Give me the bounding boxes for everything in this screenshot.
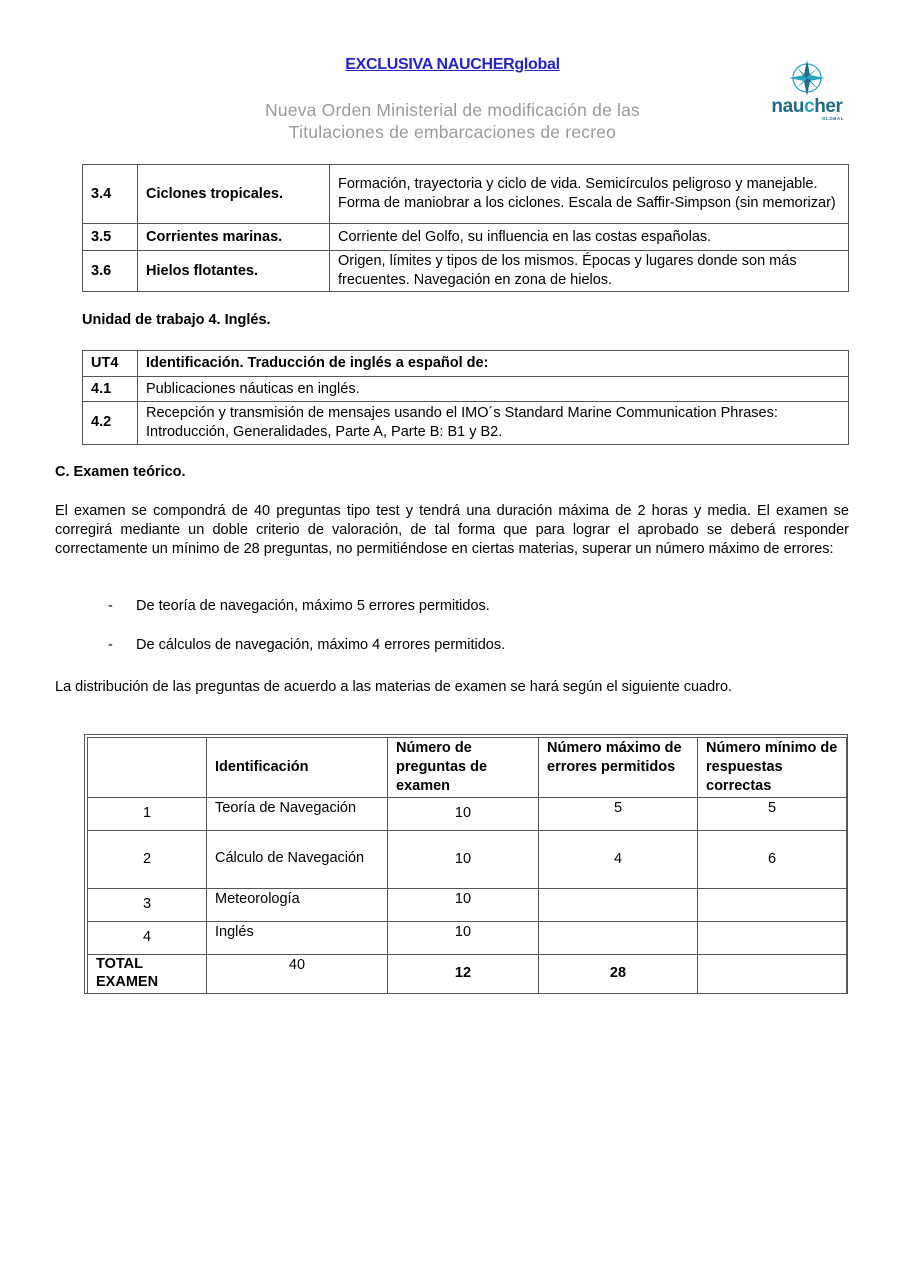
cell-questions: 10 xyxy=(388,797,539,830)
table-row xyxy=(83,377,849,402)
compass-rose-icon xyxy=(764,58,850,98)
row-content: Recepción y transmisión de mensajes usando el IMO´s Standard Marine Communication Phrases: Introducción, Generalidades, Parte A, Parte B: B1 y B2. xyxy=(138,402,849,445)
cell-identification: Teoría de Navegación xyxy=(207,797,388,830)
total-questions: 40 xyxy=(207,954,388,993)
cell-identification: Inglés xyxy=(207,921,388,954)
distribution-paragraph: La distribución de las preguntas de acuerdo a las materias de examen se hará según el siguiente cuadro. xyxy=(55,679,733,695)
bullet-dash: - xyxy=(108,598,113,614)
cell-questions: 10 xyxy=(388,921,539,954)
table-row xyxy=(88,888,847,921)
cell-min-correct: 6 xyxy=(698,830,847,888)
total-value: 28 xyxy=(539,954,698,993)
document-subtitle-line1: Nueva Orden Ministerial de modificación de las xyxy=(265,100,640,120)
header-num: UT4 xyxy=(83,351,138,377)
cell-questions: 10 xyxy=(388,830,539,888)
section-heading: C. Examen teórico. xyxy=(55,464,186,480)
row-number: 4.2 xyxy=(83,402,138,445)
table-total-row xyxy=(88,954,847,993)
cell-number: 3 xyxy=(88,888,207,921)
row-number: 3.5 xyxy=(83,224,138,251)
exam-paragraph: El examen se compondrá de 40 preguntas tipo test y tendrá una duración máxima de 2 horas y media. El examen se corregirá mediante un doble criterio de valoración, de tal forma que para lograr el aprobado se deberá responder correctamente un mínimo de 28 preguntas, no permitiéndose en ciertas materias, superar un número máximo de errores: xyxy=(55,503,849,557)
row-number: 4.1 xyxy=(83,377,138,402)
row-content: Corriente del Golfo, su influencia en las costas españolas. xyxy=(330,224,849,251)
row-number: 3.4 xyxy=(83,165,138,224)
row-content: Formación, trayectoria y ciclo de vida. Semicírculos peligroso y manejable. Forma de maniobrar a los ciclones. Escala de Saffir-Simpson (sin memorizar) xyxy=(330,165,849,224)
ut3-topics-table xyxy=(82,164,849,292)
logo-wordmark: naucher xyxy=(771,96,843,117)
table-row xyxy=(83,165,849,224)
cell-max-errors xyxy=(539,921,698,954)
row-content: Origen, límites y tipos de los mismos. Épocas y lugares donde son más frecuentes. Navegación en zona de hielos. xyxy=(330,251,849,292)
cell-number: 4 xyxy=(88,921,207,954)
row-topic: Hielos flotantes. xyxy=(138,251,330,292)
distribution-table-frame xyxy=(84,734,848,994)
total-value: 12 xyxy=(388,954,539,993)
table-header-row xyxy=(83,351,849,377)
exclusive-link[interactable]: EXCLUSIVA NAUCHERglobal xyxy=(345,56,560,73)
row-topic: Corrientes marinas. xyxy=(138,224,330,251)
table-row xyxy=(83,402,849,445)
table-row xyxy=(88,830,847,888)
distribution-table xyxy=(87,737,847,994)
total-label: TOTAL EXAMEN xyxy=(88,954,207,993)
header-cell: Número mínimo de respuestas correctas xyxy=(698,738,847,798)
bullet-text: De cálculos de navegación, máximo 4 errores permitidos. xyxy=(136,637,506,653)
total-value xyxy=(698,954,847,993)
cell-identification: Cálculo de Navegación xyxy=(207,830,388,888)
logo-subtext: GLOBAL xyxy=(822,116,844,121)
row-number: 3.6 xyxy=(83,251,138,292)
bullet-dash: - xyxy=(108,637,113,653)
bullet-text: De teoría de navegación, máximo 5 errores permitidos. xyxy=(136,598,490,614)
list-item xyxy=(108,637,505,653)
table-row xyxy=(88,797,847,830)
header-cell xyxy=(88,738,207,798)
header-cell: Número máximo de errores permitidos xyxy=(539,738,698,798)
unit4-heading: Unidad de trabajo 4. Inglés. xyxy=(82,312,271,328)
row-content: Publicaciones náuticas en inglés. xyxy=(138,377,849,402)
cell-min-correct xyxy=(698,888,847,921)
document-subtitle-line2: Titulaciones de embarcaciones de recreo xyxy=(288,122,617,142)
table-row xyxy=(83,224,849,251)
cell-number: 2 xyxy=(88,830,207,888)
table-row xyxy=(88,921,847,954)
cell-number: 1 xyxy=(88,797,207,830)
cell-max-errors: 5 xyxy=(539,797,698,830)
cell-max-errors xyxy=(539,888,698,921)
cell-min-correct xyxy=(698,921,847,954)
ut4-topics-table xyxy=(82,350,849,445)
row-topic: Ciclones tropicales. xyxy=(138,165,330,224)
naucher-logo xyxy=(764,58,850,124)
cell-identification: Meteorología xyxy=(207,888,388,921)
cell-min-correct: 5 xyxy=(698,797,847,830)
list-item xyxy=(108,598,490,614)
table-row xyxy=(83,251,849,292)
cell-questions: 10 xyxy=(388,888,539,921)
header-text: Identificación. Traducción de inglés a español de: xyxy=(138,351,849,377)
header-cell: Identificación xyxy=(207,738,388,798)
header-cell: Número de preguntas de examen xyxy=(388,738,539,798)
table-header-row xyxy=(88,738,847,798)
cell-max-errors: 4 xyxy=(539,830,698,888)
